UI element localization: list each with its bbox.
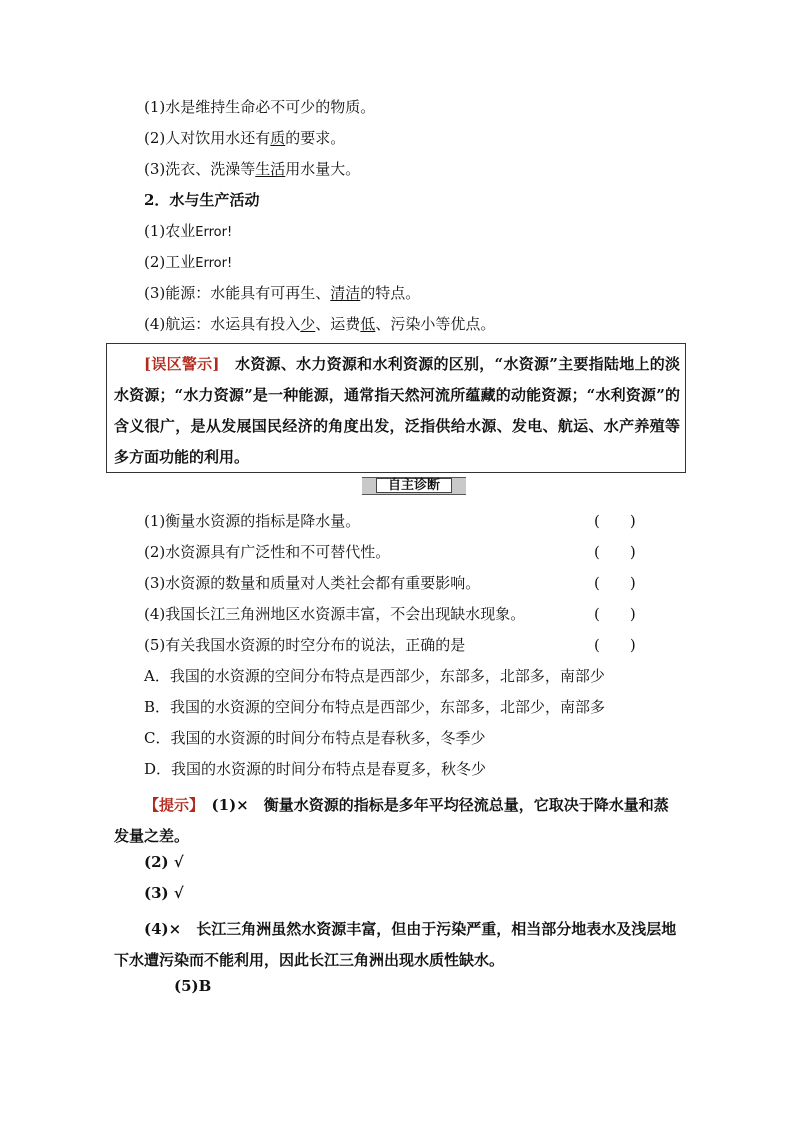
energy-pre: 能源：水能具有可再生、 [165, 284, 331, 302]
shipping-mid: 、运费 [315, 315, 361, 333]
list1-item-1 [144, 97, 375, 117]
agriculture-label: 农业 [165, 222, 196, 240]
hint-answer-2: (2) √ [144, 853, 184, 871]
question-1: (1)衡量水资源的指标是降水量。 [144, 512, 361, 530]
industry-error: Error! [195, 256, 233, 271]
answer-blank-5: ( ) [594, 636, 636, 654]
list1-item-3 [144, 159, 360, 179]
answer-blank-1: ( ) [594, 512, 636, 530]
industry-num: (2) [144, 253, 166, 271]
misconception-text [114, 349, 680, 473]
option-c: C．我国的水资源的时间分布特点是春秋多，冬季少 [144, 729, 486, 747]
option-b: B．我国的水资源的空间分布特点是西部少，东部多，北部少，南部多 [144, 698, 606, 716]
question-5: (5)有关我国水资源的时空分布的说法，正确的是 [144, 636, 466, 654]
self-diagnosis-title: 自主诊断 [376, 478, 452, 493]
industry-item [144, 252, 232, 274]
list1-item-3-em: 生活 [255, 160, 286, 178]
hint-answer-1-text: (1)× 衡量水资源的指标是多年平均径流总量，它取决于降水量和蒸发量之差。 [114, 796, 669, 845]
list1-item-2-em: 质 [270, 129, 286, 147]
list1-item-2-pre: 人对饮用水还有 [165, 129, 271, 147]
question-4: (4)我国长江三角洲地区水资源丰富，不会出现缺水现象。 [144, 605, 526, 623]
misconception-body: 水资源、水力资源和水利资源的区别，“水资源”主要指陆地上的淡水资源；“水力资源”是一种能源，通常指天然河流所蕴藏的动能资源；“水利资源”的含义很广，是从发展国民经济的角度出发，泛指供给水源、发电、航运、水产养殖等多方面功能的利用。 [114, 355, 680, 466]
shipping-em1: 少 [300, 315, 316, 333]
shipping-em2: 低 [360, 315, 376, 333]
list1-item-1-num: (1) [144, 98, 166, 116]
list1-item-2 [144, 128, 345, 148]
list1-item-3-num: (3) [144, 160, 166, 178]
shipping-pre: 航运：水运具有投入 [165, 315, 301, 333]
answer-blank-3: ( ) [594, 574, 636, 592]
energy-post: 的特点。 [360, 284, 421, 302]
list1-item-2-num: (2) [144, 129, 166, 147]
list1-item-3-post: 用水量大。 [285, 160, 361, 178]
energy-num: (3) [144, 284, 166, 302]
hint-tag: 【提示】 [144, 796, 197, 814]
industry-label: 工业 [165, 253, 196, 271]
shipping-item [144, 314, 495, 334]
option-d: D．我国的水资源的时间分布特点是春夏多，秋冬少 [144, 760, 487, 778]
hint-answer-4: (4)× 长江三角洲虽然水资源丰富，但由于污染严重，相当部分地表水及浅层地下水遭污染而不能利用，因此长江三角洲出现水质性缺水。 [114, 920, 677, 969]
agriculture-item [144, 221, 232, 243]
list1-item-2-post: 的要求。 [285, 129, 346, 147]
agriculture-num: (1) [144, 222, 166, 240]
self-diagnosis-banner [362, 477, 466, 495]
option-a: A．我国的水资源的空间分布特点是西部少，东部多，北部多，南部少 [144, 667, 605, 685]
list1-item-1-text: 水是维持生命必不可少的物质。 [165, 98, 376, 116]
agriculture-error: Error! [195, 225, 233, 240]
misconception-tag: [误区警示] [144, 355, 220, 373]
answer-blank-4: ( ) [594, 605, 636, 623]
shipping-post: 、污染小等优点。 [375, 315, 496, 333]
question-2: (2)水资源具有广泛性和不可替代性。 [144, 543, 391, 561]
hint-answer-5: (5)B [174, 977, 212, 995]
hint-answer-1 [114, 790, 680, 852]
list1-item-3-pre: 洗衣、洗澡等 [165, 160, 256, 178]
hint-answer-3: (3) √ [144, 884, 184, 902]
answer-blank-2: ( ) [594, 543, 636, 561]
energy-item [144, 283, 420, 303]
shipping-num: (4) [144, 315, 166, 333]
energy-em: 清洁 [330, 284, 361, 302]
section2-heading: 2．水与生产活动 [144, 191, 260, 209]
question-3: (3)水资源的数量和质量对人类社会都有重要影响。 [144, 574, 481, 592]
